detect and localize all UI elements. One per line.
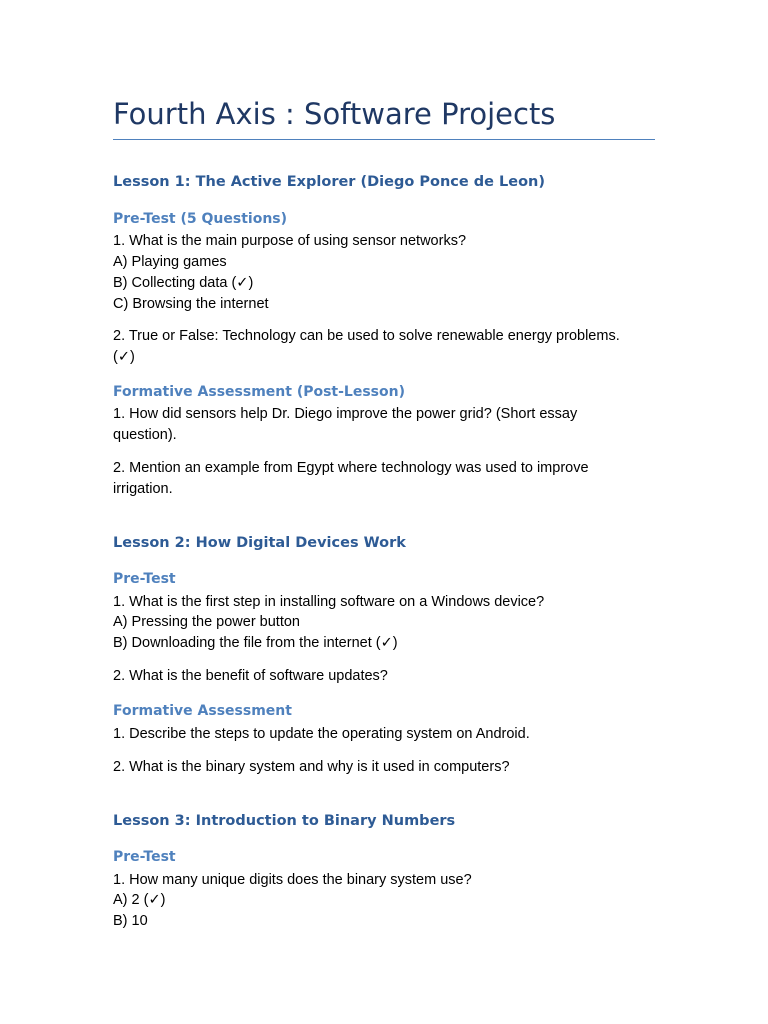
lesson-2-pretest-heading: Pre-Test [113,571,176,587]
lesson-1-formative-2: 2. Mention an example from Egypt where technology was used to improve [113,460,589,476]
lesson-1-question-2: 2. True or False: Technology can be used to solve renewable energy problems. [113,328,620,344]
lesson-2-question-1: 1. What is the first step in installing software on a Windows device? [113,594,545,610]
lesson-3-question-1-option-a: A) 2 (✓) [113,892,166,908]
lesson-1-question-1-option-b: B) Collecting data (✓) [113,275,254,291]
lesson-2-question-1-option-b: B) Downloading the file from the internet (✓) [113,635,398,651]
lesson-2-question-2: 2. What is the benefit of software updates? [113,668,388,684]
lesson-2-heading: Lesson 2: How Digital Devices Work [113,535,406,551]
lesson-3-question-1-option-b: B) 10 [113,913,148,929]
lesson-3-pretest-heading: Pre-Test [113,849,176,865]
lesson-3-heading: Lesson 3: Introduction to Binary Numbers [113,813,456,829]
lesson-1-formative-2-cont: irrigation. [113,481,173,497]
lesson-1-formative-1: 1. How did sensors help Dr. Diego improve the power grid? (Short essay [113,406,578,422]
lesson-1-question-1: 1. What is the main purpose of using sensor networks? [113,233,467,249]
title-divider [113,139,655,140]
lesson-1-question-1-option-c: C) Browsing the internet [113,296,269,312]
lesson-2-formative-heading: Formative Assessment [113,703,292,719]
document-title: Fourth Axis : Software Projects [113,97,556,131]
lesson-1-pretest-heading: Pre-Test (5 Questions) [113,211,288,227]
lesson-2-formative-2: 2. What is the binary system and why is it used in computers? [113,759,510,775]
lesson-1-formative-1-cont: question). [113,427,177,443]
lesson-1-heading: Lesson 1: The Active Explorer (Diego Ponce de Leon) [113,174,545,190]
lesson-3-question-1: 1. How many unique digits does the binary system use? [113,872,472,888]
lesson-1-formative-heading: Formative Assessment (Post-Lesson) [113,384,405,400]
lesson-2-question-1-option-a: A) Pressing the power button [113,614,300,630]
lesson-2-formative-1: 1. Describe the steps to update the operating system on Android. [113,726,530,742]
lesson-1-question-1-option-a: A) Playing games [113,254,227,270]
lesson-1-question-2-answer: (✓) [113,349,135,365]
